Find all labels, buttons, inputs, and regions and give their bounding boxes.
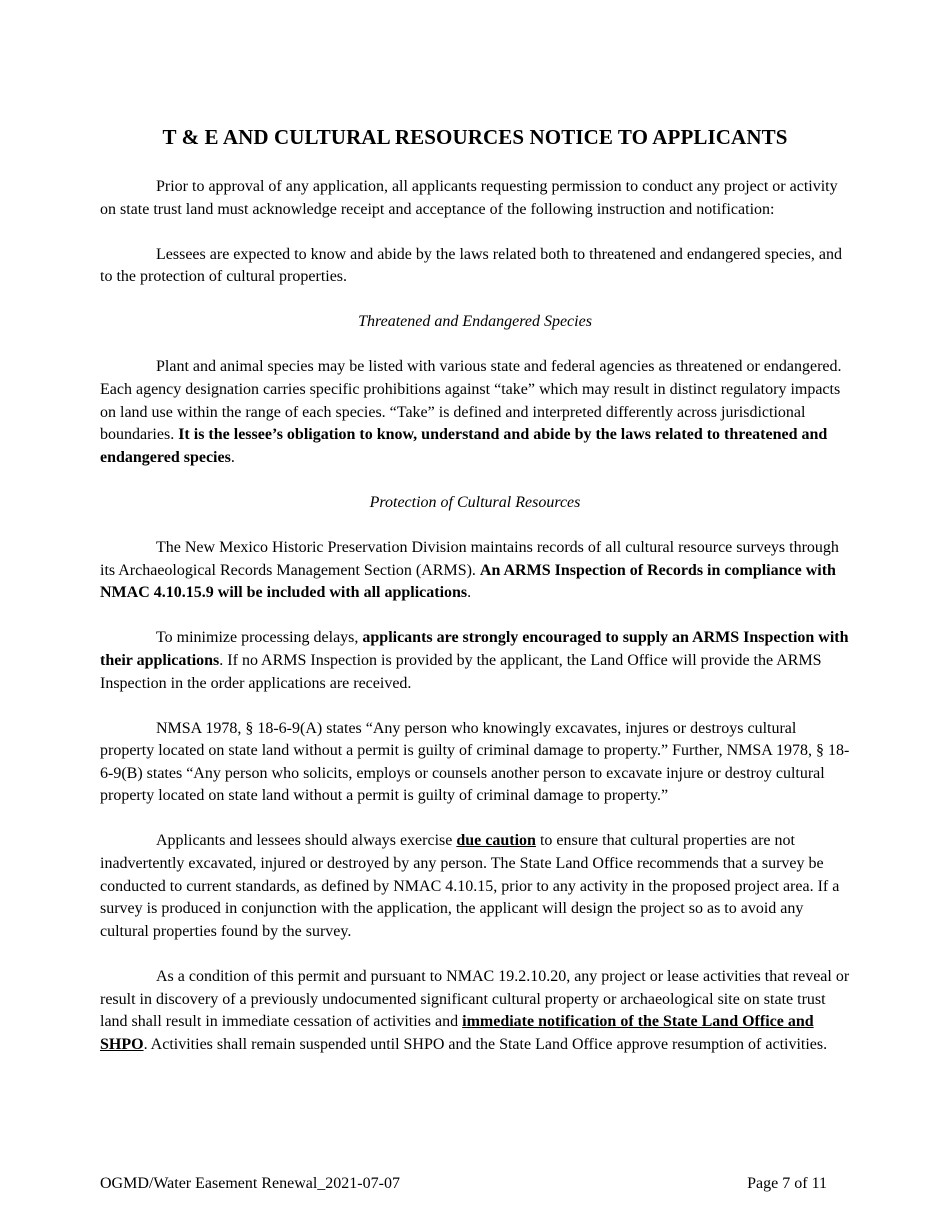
condition-paragraph-end: . Activities shall remain suspended until SHPO and the State Land Office approve resumption of activities.	[143, 1035, 828, 1053]
arms-paragraph-bold: An ARMS Inspection of Records in compliance with NMAC 4.10.15.9 will be included with all applications	[100, 561, 836, 602]
te-paragraph-text: Plant and animal species may be listed with various state and federal agencies as threatened or endangered. Each agency designation carries specific prohibitions against “take” which may result in distinct regulatory impacts on land use within the range of each species. “Take” is defined and interpreted differently across jurisdictional boundaries.	[100, 358, 842, 444]
document-page	[100, 122, 850, 1079]
footer-page-number: Page 7 of 11	[747, 1175, 827, 1192]
document-title: T & E AND CULTURAL RESOURCES NOTICE TO APPLICANTS	[162, 125, 788, 149]
caution-paragraph	[100, 830, 850, 943]
arms-paragraph	[100, 537, 850, 605]
te-paragraph-end: .	[230, 448, 235, 466]
cultural-section-heading: Protection of Cultural Resources	[369, 493, 581, 511]
arms-paragraph-text: The New Mexico Historic Preservation Division maintains records of all cultural resource surveys through its Archaeological Records Management Section (ARMS).	[100, 539, 839, 579]
lessees-paragraph: Lessees are expected to know and abide by the laws related both to threatened and endangered species, and to the protection of cultural properties.	[100, 245, 842, 286]
due-caution-emphasis: due caution	[456, 832, 536, 850]
caution-paragraph-start: Applicants and lessees should always exercise	[156, 832, 457, 850]
te-paragraph	[100, 356, 850, 469]
te-section-heading: Threatened and Endangered Species	[358, 313, 592, 331]
delays-paragraph-end: . If no ARMS Inspection is provided by the applicant, the Land Office will provide the ARMS Inspection in the order applications are received.	[100, 651, 822, 692]
condition-paragraph-start: As a condition of this permit and pursuant to NMAC 19.2.10.20, any project or lease activities that reveal or result in discovery of a previously undocumented significant cultural property or archaeological site on state trust land shall result in immediate cessation of activities and	[100, 967, 850, 1031]
notification-emphasis: immediate notification of the State Land Office and SHPO	[100, 1013, 814, 1053]
arms-paragraph-end: .	[467, 584, 472, 602]
caution-paragraph-end: to ensure that cultural properties are not inadvertently excavated, injured or destroyed by any person. The State Land Office recommends that a survey be conducted to current standards, as defined by NMAC 4.10.15, prior to any activity in the proposed project area. If a survey is produced in conjunction with the application, the applicant will design the project so as to avoid any cultural properties found by the survey.	[100, 832, 840, 940]
footer-document-id: OGMD/Water Easement Renewal_2021-07-07	[100, 1175, 400, 1192]
delays-paragraph-start: To minimize processing delays,	[156, 629, 363, 647]
delays-paragraph-bold: applicants are strongly encouraged to supply an ARMS Inspection with their applications	[100, 629, 849, 669]
te-paragraph-bold: It is the lessee’s obligation to know, understand and abide by the laws related to threatened and endangered species	[100, 426, 828, 466]
condition-paragraph	[100, 966, 850, 1056]
nmsa-paragraph: NMSA 1978, § 18-6-9(A) states “Any person who knowingly excavates, injures or destroys cultural property located on state land without a permit is guilty of criminal damage to property.” Further, NMSA 1978, § 18-6-9(B) states “Any person who solicits, employs or counsels another person to excavate injure or destroy cultural property located on state land without a permit is guilty of criminal damage to property.”	[100, 719, 850, 805]
delays-paragraph	[100, 627, 850, 695]
intro-paragraph: Prior to approval of any application, all applicants requesting permission to conduct any project or activity on state trust land must acknowledge receipt and acceptance of the following instruction and notification:	[100, 178, 838, 218]
